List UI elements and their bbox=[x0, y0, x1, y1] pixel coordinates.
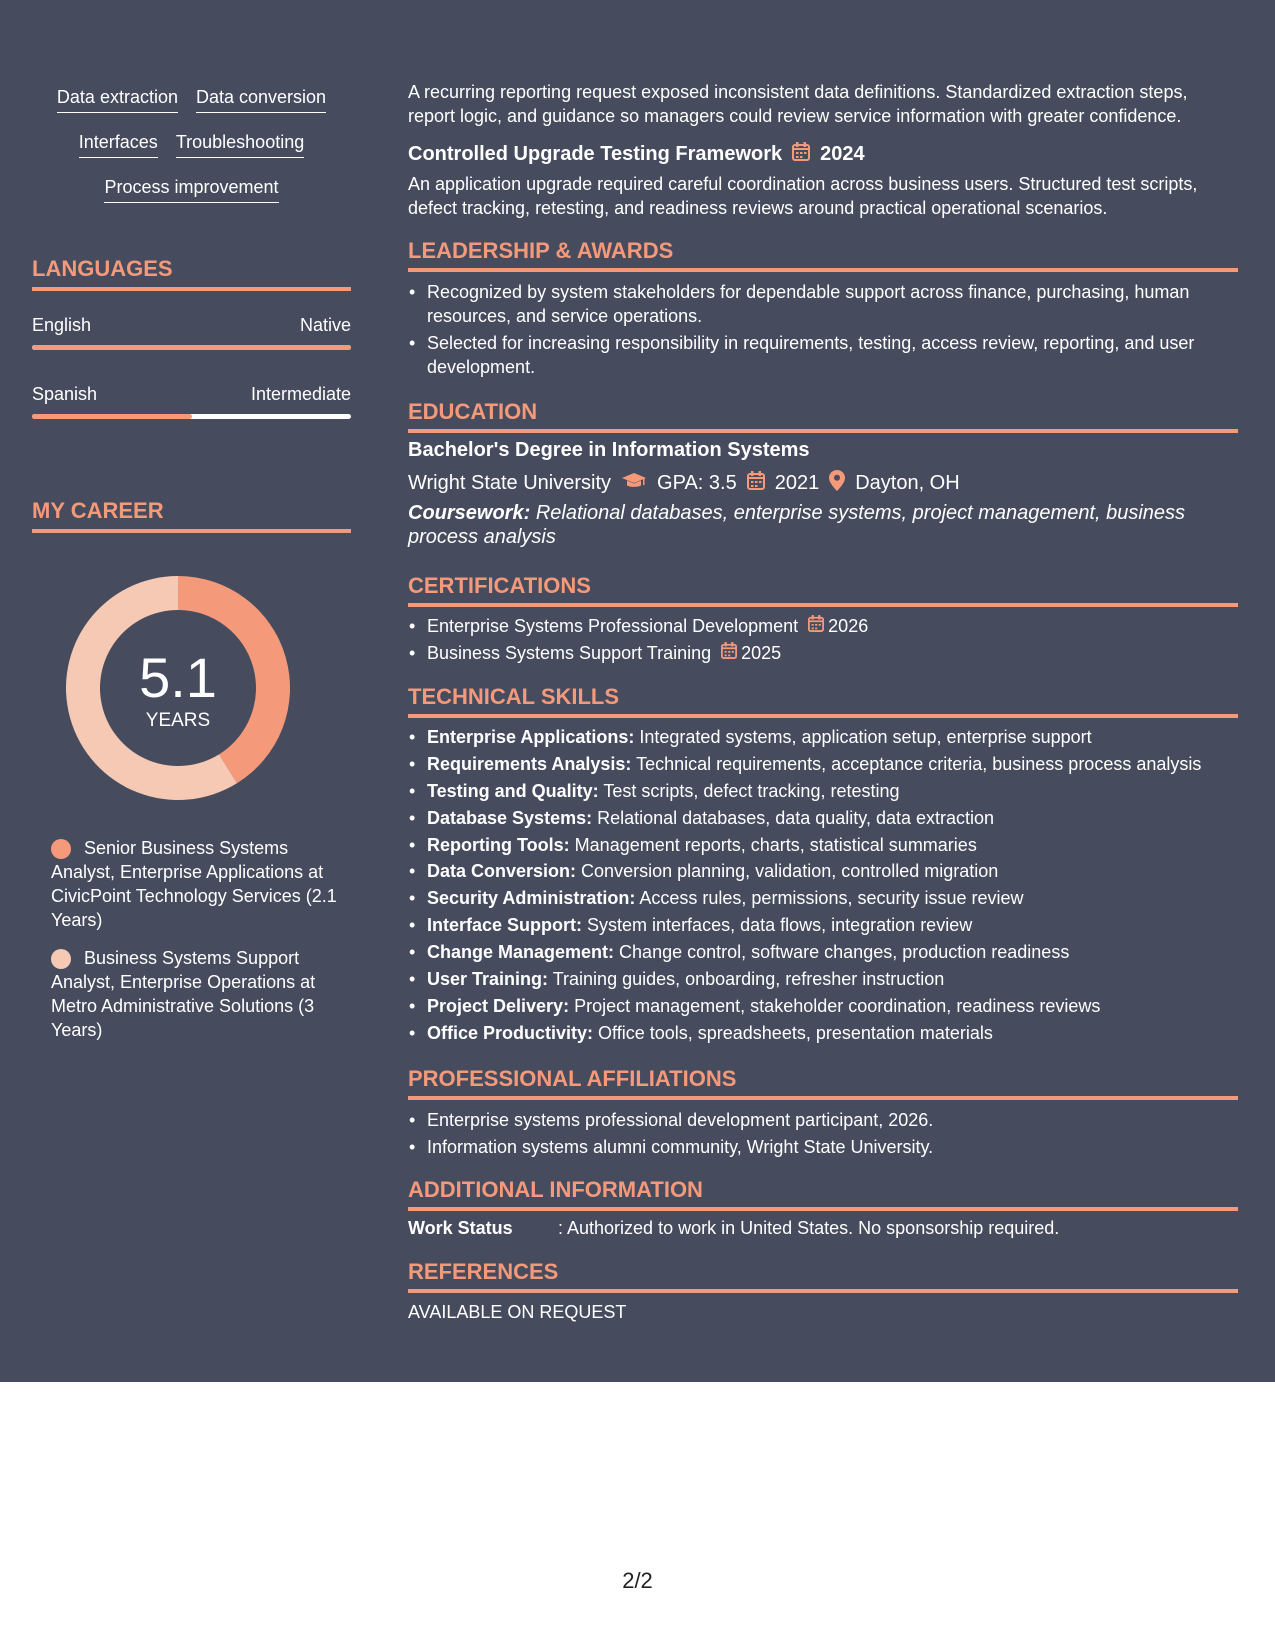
skill-value: Project management, stakeholder coordination, readiness reviews bbox=[574, 995, 1101, 1016]
education-heading: EDUCATION bbox=[408, 399, 1238, 433]
leadership-heading: LEADERSHIP & AWARDS bbox=[408, 238, 1238, 272]
skill-label: Change Management: bbox=[427, 942, 615, 963]
skill-value: Relational databases, data quality, data extraction bbox=[597, 807, 995, 828]
skill-value: Change control, software changes, production readiness bbox=[619, 942, 1070, 963]
skill-label: Reporting Tools: bbox=[427, 834, 570, 855]
tag-row bbox=[32, 176, 351, 221]
list-item bbox=[408, 614, 1238, 638]
project-intro: A recurring reporting request exposed inconsistent data definitions. Standardized extraction steps, report logic, and guidance so managers could review service information with greater confidence. bbox=[408, 82, 1188, 126]
certification-year: 2026 bbox=[828, 616, 869, 636]
list-item: • Selected for increasing responsibility in requirements, testing, access review, reporting, and user development. bbox=[408, 331, 1238, 379]
skill-tag: Data conversion bbox=[196, 86, 326, 113]
leadership-list bbox=[408, 280, 1238, 379]
language-bar bbox=[32, 414, 351, 419]
certification-name: Business Systems Support Training bbox=[427, 643, 712, 663]
skill-item bbox=[408, 779, 1238, 803]
technical-skills-list bbox=[408, 725, 1238, 1048]
skill-item bbox=[408, 940, 1238, 964]
skill-value: Training guides, onboarding, refresher instruction bbox=[552, 969, 945, 990]
project-year: 2024 bbox=[820, 143, 865, 165]
skill-value: System interfaces, data flows, integration review bbox=[587, 915, 973, 936]
skill-item bbox=[408, 806, 1238, 830]
calendar-icon bbox=[747, 471, 765, 496]
skill-label: Security Administration: bbox=[427, 888, 636, 909]
references-text: AVAILABLE ON REQUEST bbox=[408, 1302, 627, 1322]
skill-item bbox=[408, 725, 1238, 749]
certification-year: 2025 bbox=[741, 643, 782, 663]
calendar-icon bbox=[792, 142, 810, 167]
skill-label: Data Conversion: bbox=[427, 861, 577, 882]
skill-item bbox=[408, 967, 1238, 991]
skill-item bbox=[408, 1021, 1238, 1045]
skill-label: Database Systems: bbox=[427, 807, 593, 828]
skill-label: Project Delivery: bbox=[427, 995, 570, 1016]
skill-item bbox=[408, 994, 1238, 1018]
skill-value: Management reports, charts, statistical summaries bbox=[574, 834, 977, 855]
skill-label: Testing and Quality: bbox=[427, 780, 599, 801]
career-donut-center bbox=[66, 576, 290, 800]
skill-item bbox=[408, 886, 1238, 910]
calendar-icon bbox=[721, 641, 737, 665]
gpa: GPA: 3.5 bbox=[657, 472, 737, 494]
affiliations-list bbox=[408, 1108, 1238, 1159]
graduation-cap-icon bbox=[621, 472, 647, 496]
school-name: Wright State University bbox=[408, 472, 612, 494]
list-item: • Enterprise systems professional development participant, 2026. bbox=[408, 1108, 1238, 1132]
certification-date bbox=[808, 614, 868, 638]
certifications-heading: CERTIFICATIONS bbox=[408, 573, 1238, 607]
degree-title: Bachelor's Degree in Information Systems bbox=[408, 439, 810, 461]
language-level: Native bbox=[299, 315, 351, 335]
coursework bbox=[408, 501, 1238, 549]
work-status-label: Work Status bbox=[408, 1218, 513, 1238]
skill-value: Technical requirements, acceptance criteria, business process analysis bbox=[636, 753, 1202, 774]
career-item bbox=[51, 836, 341, 932]
certifications-list bbox=[408, 614, 1238, 665]
career-legend-dot bbox=[51, 949, 71, 969]
skill-item bbox=[408, 859, 1238, 883]
tag-row bbox=[32, 131, 351, 176]
languages-heading: LANGUAGES bbox=[32, 256, 351, 291]
career-years-label: YEARS bbox=[145, 710, 211, 731]
tag-row bbox=[32, 86, 351, 131]
additional-info-heading: ADDITIONAL INFORMATION bbox=[408, 1177, 1238, 1211]
list-item: • Recognized by system stakeholders for dependable support across finance, purchasing, human resources, and service operations. bbox=[408, 280, 1238, 328]
career-position: Senior Business Systems Analyst, Enterprise Applications at CivicPoint Technology Services (2.1 Years) bbox=[51, 838, 337, 930]
language-name: English bbox=[32, 315, 92, 335]
language-bar bbox=[32, 345, 351, 350]
skill-value: Office tools, spreadsheets, presentation materials bbox=[598, 1022, 993, 1043]
career-total-years: 5.1 bbox=[139, 646, 217, 709]
skill-tag: Data extraction bbox=[57, 86, 178, 113]
list-item: • Information systems alumni community, Wright State University. bbox=[408, 1135, 1238, 1159]
project-description: An application upgrade required careful coordination across business users. Structured test scripts, defect tracking, retesting, and readiness reviews around practical operational scenarios. bbox=[408, 174, 1198, 218]
language-level: Intermediate bbox=[250, 384, 351, 404]
skill-label: Interface Support: bbox=[427, 915, 583, 936]
skill-tag: Troubleshooting bbox=[176, 131, 304, 158]
skill-item bbox=[408, 752, 1238, 776]
skill-value: Integrated systems, application setup, enterprise support bbox=[639, 727, 1092, 747]
affiliations-heading: PROFESSIONAL AFFILIATIONS bbox=[408, 1066, 1238, 1100]
skill-label: Enterprise Applications: bbox=[427, 727, 635, 747]
references-heading: REFERENCES bbox=[408, 1259, 1238, 1293]
certification-name: Enterprise Systems Professional Development bbox=[427, 616, 799, 636]
language-name: Spanish bbox=[32, 384, 98, 404]
career-heading: MY CAREER bbox=[32, 498, 351, 533]
technical-skills-heading: TECHNICAL SKILLS bbox=[408, 684, 1238, 718]
skill-item bbox=[408, 833, 1238, 857]
career-legend-dot bbox=[51, 839, 71, 859]
coursework-label: Coursework: bbox=[408, 502, 531, 524]
skill-tags bbox=[32, 86, 351, 221]
education-meta bbox=[408, 470, 960, 497]
list-item bbox=[408, 641, 1238, 665]
skill-item bbox=[408, 913, 1238, 937]
certification-date bbox=[721, 641, 781, 665]
location-pin-icon bbox=[829, 470, 845, 497]
language-bar-fill bbox=[32, 414, 192, 419]
skill-value: Access rules, permissions, security issue review bbox=[639, 888, 1024, 909]
skill-label: Office Productivity: bbox=[427, 1022, 594, 1043]
career-list bbox=[51, 836, 341, 1056]
coursework-list: Relational databases, enterprise systems, project management, business process analysis bbox=[408, 502, 1186, 548]
skill-label: Requirements Analysis: bbox=[427, 753, 632, 774]
language-spanish bbox=[32, 384, 351, 419]
skill-value: Test scripts, defect tracking, retesting bbox=[603, 780, 900, 801]
work-status-value: : Authorized to work in United States. No sponsorship required. bbox=[558, 1218, 1060, 1238]
skill-tag: Interfaces bbox=[79, 131, 158, 158]
calendar-icon bbox=[808, 614, 824, 638]
page-number: 2/2 bbox=[622, 1568, 653, 1593]
language-english bbox=[32, 315, 351, 350]
school-location: Dayton, OH bbox=[855, 472, 960, 494]
graduation-year: 2021 bbox=[774, 472, 820, 494]
project-title: Controlled Upgrade Testing Framework bbox=[408, 143, 783, 165]
project-title-row bbox=[408, 142, 865, 167]
language-bar-fill bbox=[32, 345, 351, 350]
skill-label: User Training: bbox=[427, 969, 549, 990]
career-item bbox=[51, 946, 341, 1042]
skill-tag: Process improvement bbox=[104, 176, 278, 203]
skill-value: Conversion planning, validation, controlled migration bbox=[581, 861, 999, 882]
career-position: Business Systems Support Analyst, Enterprise Operations at Metro Administrative Solutions (3 Years) bbox=[51, 948, 316, 1040]
